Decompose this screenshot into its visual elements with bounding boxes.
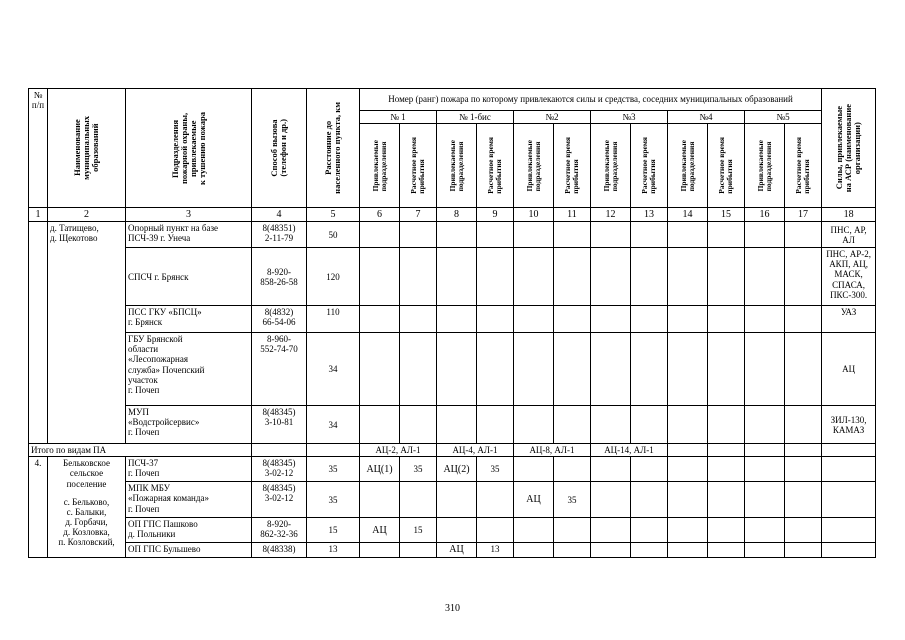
sub-units: Привлекаемые подразделения	[524, 139, 542, 192]
sub-units: Привлекаемые подразделения	[370, 139, 388, 192]
column-numbers-row	[29, 208, 876, 222]
phone-cell: 8(48345) 3-02-12	[252, 482, 307, 518]
col-number: 16	[745, 208, 785, 222]
page-number: 310	[445, 603, 460, 614]
distance-cell: 110	[307, 306, 360, 333]
mo-name: Бельковское сельское поселение	[63, 458, 110, 489]
col-number: 18	[822, 208, 876, 222]
col-number: 3	[126, 208, 252, 222]
rank-4: №4	[668, 111, 745, 124]
rank1-time: 15	[400, 518, 437, 543]
col-number: 13	[631, 208, 668, 222]
rank-1: № 1	[360, 111, 437, 124]
unit-cell: СПСЧ г. Брянск	[126, 248, 252, 306]
sub-time: Расчетное время прибытия	[640, 137, 657, 194]
table-row	[29, 222, 876, 248]
col-number: 15	[708, 208, 745, 222]
unit-cell: МПК МБУ «Пожарная команда» г. Почеп	[126, 482, 252, 518]
distance-cell: 35	[307, 482, 360, 518]
rank1-unit: АЦ	[360, 518, 400, 543]
asr-cell: ПНС, АР, АЛ	[822, 222, 876, 248]
rank1-unit: АЦ(1)	[360, 457, 400, 482]
sub-time: Расчетное время прибытия	[794, 137, 812, 194]
total-rank-3: АЦ-14, АЛ-1	[591, 444, 668, 457]
rank-2: №2	[514, 111, 591, 124]
distance-cell: 35	[307, 457, 360, 482]
distance-cell: 50	[307, 222, 360, 248]
asr-cell: АЦ	[822, 333, 876, 406]
sub-units: Привлекаемые подразделения	[678, 139, 696, 192]
settlements-list: с. Бельково, с. Балыки, д. Горбачи, д. Козловка, п. Козловский,	[58, 496, 115, 547]
distance-cell: 34	[307, 333, 360, 406]
rank1bis-time: 35	[477, 457, 514, 482]
rank2-time: 35	[554, 482, 591, 518]
unit-cell: ПСС ГКУ «БПСЦ» г. Брянск	[126, 306, 252, 333]
settlements-cell: д. Татищево, д. Щекотово	[48, 222, 126, 444]
table-row	[29, 306, 876, 333]
rank-3: №3	[591, 111, 668, 124]
mo-cell	[48, 457, 126, 557]
col-number: 11	[554, 208, 591, 222]
rank1bis-unit: АЦ	[437, 543, 477, 557]
total-rank-2: АЦ-8, АЛ-1	[514, 444, 591, 457]
phone-cell: 8(48345) 3-02-12	[252, 457, 307, 482]
col-number: 7	[400, 208, 437, 222]
unit-cell: ОП ГПС Бульшево	[126, 543, 252, 557]
col-number: 8	[437, 208, 477, 222]
header-rank-group: Номер (ранг) пожара по которому привлекаются силы и средства, соседних муниципальных образований	[360, 89, 822, 111]
table-row	[29, 518, 876, 543]
unit-cell: Опорный пункт на базе ПСЧ-39 г. Унеча	[126, 222, 252, 248]
phone-cell: 8-960- 552-74-70	[252, 333, 307, 406]
rank1bis-time: 13	[477, 543, 514, 557]
total-rank-1bis: АЦ-4, АЛ-1	[437, 444, 514, 457]
table-row	[29, 543, 876, 557]
sub-units: Привлекаемые подразделения	[755, 139, 773, 192]
header-num: № п/п	[29, 89, 48, 208]
totals-label: Итого по видам ПА	[29, 444, 252, 457]
distance-cell: 15	[307, 518, 360, 543]
phone-cell: 8(48338)	[252, 543, 307, 557]
rank1bis-unit: АЦ(2)	[437, 457, 477, 482]
sub-time: Расчетное время прибытия	[717, 137, 734, 194]
phone-cell: 8(48351) 2-11-79	[252, 222, 307, 248]
totals-row	[29, 444, 876, 457]
col-number: 10	[514, 208, 554, 222]
header-units: Подразделения пожарной охраны, привлекаемые к тушению пожара	[169, 111, 207, 185]
asr-cell: ЗИЛ-130, КАМАЗ	[822, 406, 876, 444]
table-row	[29, 248, 876, 306]
phone-cell: 8-920- 858-26-58	[252, 248, 307, 306]
sub-units: Привлекаемые подразделения	[601, 139, 619, 192]
table-row	[29, 406, 876, 444]
col-number: 6	[360, 208, 400, 222]
total-rank-1: АЦ-2, АЛ-1	[360, 444, 437, 457]
rank2-unit: АЦ	[514, 482, 554, 518]
sub-time: Расчетное время прибытия	[409, 137, 426, 194]
col-number: 17	[785, 208, 822, 222]
sub-time: Расчетное время прибытия	[486, 137, 503, 194]
header-distance: Расстояние до населенного пункта, км	[323, 102, 342, 194]
col-number: 4	[252, 208, 307, 222]
phone-cell: 8(48345) 3-10-81	[252, 406, 307, 444]
col-number: 9	[477, 208, 514, 222]
rank-5: №5	[745, 111, 822, 124]
header-call-method: Способ вызова (телефон и др.)	[269, 119, 288, 177]
unit-cell: МУП «Водстройсервис» г. Почеп	[126, 406, 252, 444]
distance-cell: 120	[307, 248, 360, 306]
col-number: 2	[48, 208, 126, 222]
distance-cell: 34	[307, 406, 360, 444]
row-number: 4.	[29, 457, 48, 557]
asr-cell: ПНС, АР-2, АКП, АЦ, МАСК, СПАСА, ПКС-300.	[822, 248, 876, 306]
unit-cell: ОП ГПС Пашково д. Польники	[126, 518, 252, 543]
col-number: 5	[307, 208, 360, 222]
sub-time: Расчетное время прибытия	[563, 137, 580, 194]
table-row	[29, 333, 876, 406]
rank1-time: 35	[400, 457, 437, 482]
header-asr: Силы, привлекаемые на АСР (наименование организации)	[834, 103, 863, 193]
table-row	[29, 482, 876, 518]
header-mo: Наименование муниципальных образований	[72, 116, 100, 180]
rank-1bis: № 1-бис	[437, 111, 514, 124]
asr-cell: УАЗ	[822, 306, 876, 333]
table-row	[29, 457, 876, 482]
distance-cell: 13	[307, 543, 360, 557]
sub-units: Привлекаемые подразделения	[447, 139, 465, 192]
unit-cell: ПСЧ-37 г. Почеп	[126, 457, 252, 482]
unit-cell: ГБУ Брянской области «Лесопожарная служба» Почепский участок г. Почеп	[126, 333, 252, 406]
phone-cell: 8(4832) 66-54-06	[252, 306, 307, 333]
col-number: 1	[29, 208, 48, 222]
col-number: 12	[591, 208, 631, 222]
fire-response-table	[28, 88, 876, 558]
phone-cell: 8-920- 862-32-36	[252, 518, 307, 543]
col-number: 14	[668, 208, 708, 222]
